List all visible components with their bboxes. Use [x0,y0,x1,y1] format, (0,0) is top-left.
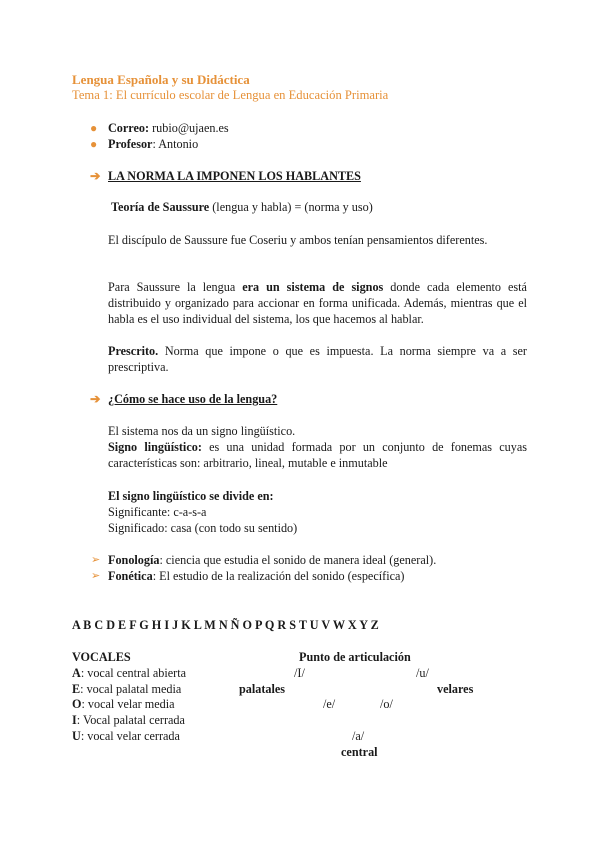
paragraph-saussure-text-c: donde cada elemento está distribuido y organizado para accionar en forma unificada. Además, mientras que el habla es el uso individual del sistema, los que hacemos al hablar. [108,280,527,326]
significante-line: Significante: c-a-s-a [108,505,207,519]
significado-line: Significado: casa (con todo su sentido) [108,521,298,535]
vowel-o [72,697,175,713]
vowel-letter: A [72,666,81,680]
phoneme-i: /I/ [294,666,305,680]
email-label: Correo: [108,121,150,135]
phoneme-u: /u/ [416,666,429,680]
divide-heading: El signo lingüístico se divide en: [108,489,274,503]
label-central: central [341,745,378,759]
phoneme-a: /a/ [352,729,365,743]
section-heading-norma: LA NORMA LA IMPONEN LOS HABLANTES [108,169,361,183]
phoneme-e: /e/ [323,697,336,711]
vowel-a [72,666,186,682]
bullet-dot-icon: ● [90,121,98,135]
prescrito-text: Norma que impone o que es impuesta. La norma siempre va a ser prescriptiva. [108,344,527,374]
teacher-value: : Antonio [152,137,199,151]
teacher-line [108,137,198,153]
document-subtitle: Tema 1: El currículo escolar de Lengua en Educación Primaria [72,88,389,102]
paragraph-prescrito [108,344,527,376]
alphabet-line: A B C D E F G H I J K L M N Ñ O P Q R S T U V W X Y Z [72,618,379,632]
paragraph-coseriu: El discípulo de Saussure fue Coseriu y ambos tenían pensamientos diferentes. [108,233,488,247]
definition-text: : El estudio de la realización del sonido (específica) [152,569,405,583]
arrow-right-icon: ➔ [90,392,101,406]
theory-label: Teoría de Saussure [111,200,210,214]
definition-fonetica [108,569,404,585]
vowel-i [72,713,185,729]
teacher-label: Profesor [108,137,153,151]
vowel-desc: : vocal palatal media [80,682,182,696]
paragraph-saussure-bold: era un sistema de signos [242,280,384,294]
paragraph-saussure-text-a: Para Saussure la lengua [108,280,243,294]
definition-label: Fonología [108,553,160,567]
bullet-dot-icon: ● [90,137,98,151]
prescrito-label: Prescrito. [108,344,159,358]
vowel-u [72,729,180,745]
email-value: rubio@ujaen.es [149,121,229,135]
definition-fonologia [108,553,436,569]
label-palatales: palatales [239,682,286,696]
vowel-letter: I [72,713,77,727]
vowels-heading: VOCALES [72,650,131,664]
theory-text: (lengua y habla) = (norma y uso) [209,200,373,214]
vowel-desc: : vocal velar cerrada [80,729,180,743]
vowel-e [72,682,181,698]
phoneme-o: /o/ [380,697,393,711]
section-heading-uso: ¿Cómo se hace uso de la lengua? [108,392,278,406]
signo-intro: El sistema nos da un signo lingüístico. [108,424,296,438]
paragraph-signo [108,440,527,472]
paragraph-saussure [108,280,527,327]
vowel-letter: E [72,682,81,696]
vowel-desc: : vocal central abierta [80,666,187,680]
vowel-desc: : vocal velar media [81,697,175,711]
definition-label: Fonética [108,569,153,583]
definition-text: : ciencia que estudia el sonido de manera ideal (general). [159,553,437,567]
triangle-bullet-icon: ➢ [91,554,101,566]
label-velares: velares [437,682,474,696]
document-title: Lengua Española y su Didáctica [72,72,250,87]
articulation-heading: Punto de articulación [299,650,411,664]
signo-text: es una unidad formada por un conjunto de fonemas cuyas características son: arbitrario, lineal, mutable e inmutable [108,440,527,470]
vowel-letter: O [72,697,82,711]
email-line [108,121,229,137]
theory-line [111,200,373,216]
signo-label: Signo lingüístico: [108,440,202,454]
arrow-right-icon: ➔ [90,169,101,183]
triangle-bullet-icon: ➢ [91,570,101,582]
vowel-letter: U [72,729,81,743]
vowel-desc: : Vocal palatal cerrada [76,713,185,727]
